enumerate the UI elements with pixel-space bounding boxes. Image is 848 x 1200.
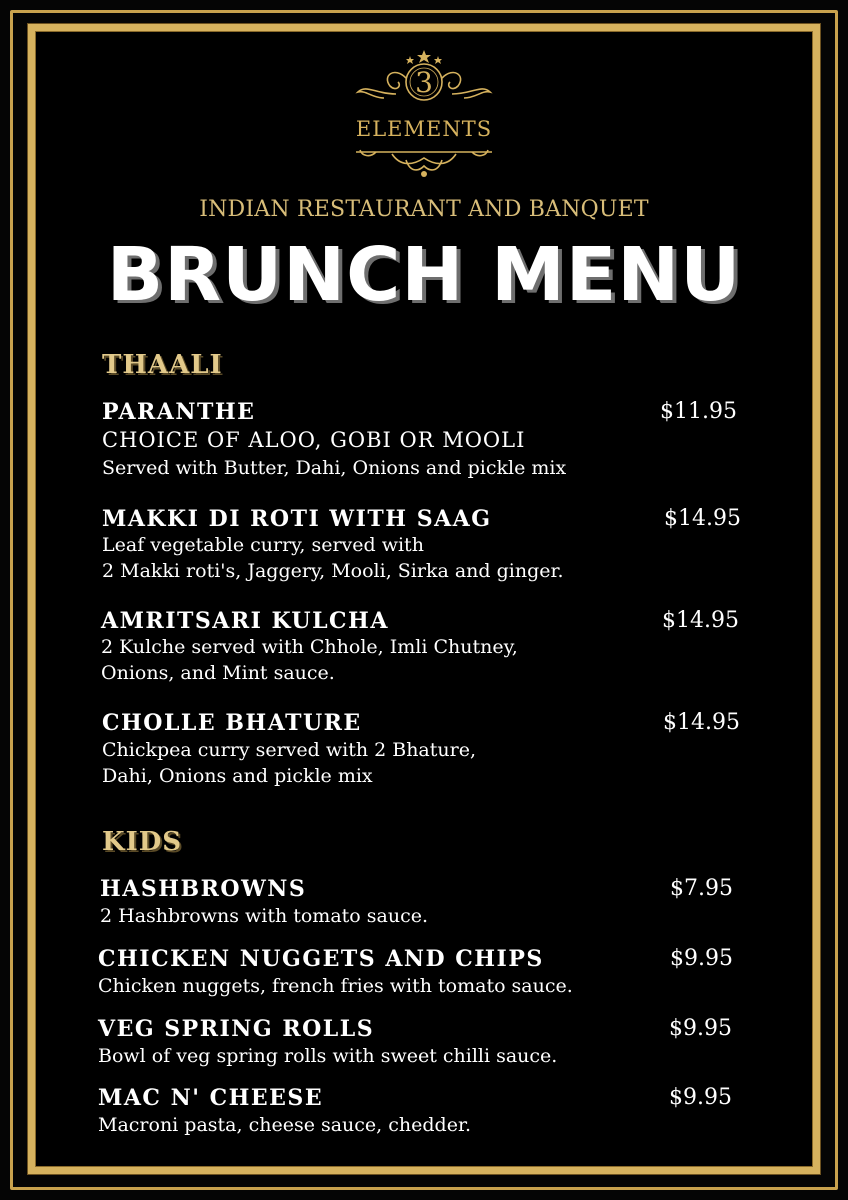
item-desc-amritsari-kulcha-2: Onions, and Mint sauce. (101, 662, 335, 684)
logo-name: ELEMENTS (355, 117, 493, 141)
item-price-cholle-bhature: $14.95 (663, 710, 740, 735)
item-name-makki-di-roti: MAKKI DI ROTI WITH SAAG (102, 506, 492, 532)
item-name-amritsari-kulcha: AMRITSARI KULCHA (101, 608, 389, 634)
item-desc-cholle-bhature-1: Chickpea curry served with 2 Bhature, (102, 739, 476, 761)
item-desc-veg-spring-rolls: Bowl of veg spring rolls with sweet chilli sauce. (98, 1045, 558, 1067)
item-desc-makki-di-roti-1: Leaf vegetable curry, served with (102, 534, 424, 556)
item-desc-makki-di-roti-2: 2 Makki roti's, Jaggery, Mooli, Sirka and ginger. (102, 560, 564, 582)
item-desc-cholle-bhature-2: Dahi, Onions and pickle mix (102, 765, 373, 787)
item-price-chicken-nuggets: $9.95 (670, 946, 733, 971)
section-title-kids: KIDS (102, 827, 183, 857)
item-price-makki-di-roti: $14.95 (664, 506, 741, 531)
item-price-paranthe: $11.95 (660, 399, 737, 424)
item-price-amritsari-kulcha: $14.95 (662, 608, 739, 633)
item-name-chicken-nuggets: CHICKEN NUGGETS AND CHIPS (98, 946, 544, 972)
item-name-paranthe: PARANTHE (102, 399, 256, 425)
item-name-hashbrowns: HASHBROWNS (100, 876, 307, 902)
section-title-thaali: THAALI (102, 350, 223, 380)
item-desc-hashbrowns: 2 Hashbrowns with tomato sauce. (100, 905, 429, 927)
ornate-crest-icon (336, 48, 512, 180)
item-desc-paranthe: Served with Butter, Dahi, Onions and pickle mix (102, 457, 567, 479)
item-desc-amritsari-kulcha-1: 2 Kulche served with Chhole, Imli Chutney, (101, 636, 518, 658)
item-subtitle-paranthe: CHOICE OF ALOO, GOBI OR MOOLI (102, 428, 526, 452)
tagline: INDIAN RESTAURANT AND BANQUET (199, 197, 649, 222)
item-name-cholle-bhature: CHOLLE BHATURE (102, 710, 362, 736)
item-price-veg-spring-rolls: $9.95 (669, 1016, 732, 1041)
item-desc-chicken-nuggets: Chicken nuggets, french fries with tomato sauce. (98, 975, 573, 997)
page-title: BRUNCH MENU (106, 232, 742, 318)
item-price-hashbrowns: $7.95 (670, 876, 733, 901)
item-name-mac-n-cheese: MAC N' CHEESE (98, 1085, 324, 1111)
logo-number: 3 (415, 66, 433, 99)
item-name-veg-spring-rolls: VEG SPRING ROLLS (98, 1016, 375, 1042)
item-desc-mac-n-cheese: Macroni pasta, cheese sauce, chedder. (98, 1114, 471, 1136)
item-price-mac-n-cheese: $9.95 (669, 1085, 732, 1110)
